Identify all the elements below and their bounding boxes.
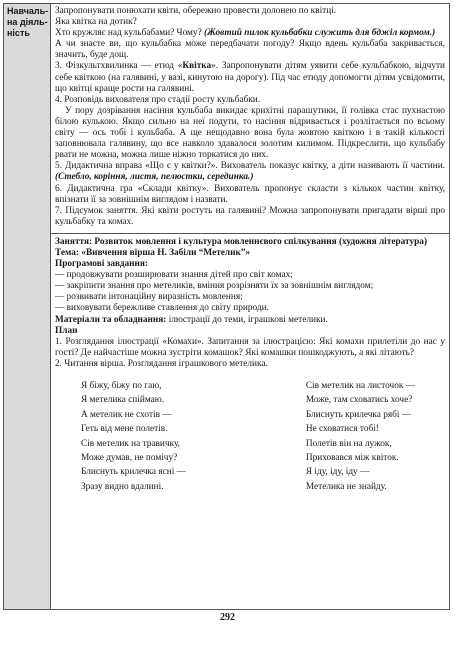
- section-divider: [51, 233, 449, 234]
- paragraph: [55, 61, 445, 94]
- materials: [55, 315, 445, 326]
- text-fragment: ». Запропонувати дітям уявити себе кульбабкою, відчути себе квіткою (на галявині, у вазі, кинутою на дорогу). Під час етюду допомогти дітям усвідомити, що квітці краще рости на галявині.: [55, 61, 445, 94]
- poem-line: Може, там сховатись хоче?: [305, 395, 413, 406]
- poem-column-left: [81, 379, 186, 494]
- question-text: Хто кружляє над кульбабами? Чому?: [55, 28, 205, 39]
- poem-line: Геть від мене полетів.: [81, 424, 168, 435]
- plan-title: План: [55, 325, 78, 336]
- paragraph: 6. Дидактична гра «Склади квітку». Вихователь пропонує скласти з кількох частин квітку, впізнати її за зовнішнім виглядом і назвати.: [55, 183, 445, 205]
- poem-line: Приховався між квіток.: [305, 453, 399, 464]
- paragraph: У пору дозрівання насіння кульбаба викидає крихітні парашутики, її голівка стає пухнастою білою кулькою. Якщо сильно на неї подути, то насіння відривається і розлітається по всьому світу — ось тобі і кульбаба. А ще нещодавно вона була жовтою квіткою і в такій кількості заповнювала галявину, що все навколо здавалося золотим килимом. Підкреслити, що кульбабу рвати не можна, можна лише ніжно торкатися до них.: [55, 105, 445, 161]
- column-label: Навчаль- на діяль- ність: [7, 6, 49, 38]
- lesson-topic: Тема: «Вивчення вірша Н. Забіли “Метелик”»: [55, 247, 251, 258]
- poem-line: А метелик не схотів —: [81, 409, 172, 420]
- program-tasks-title: Програмові завдання:: [55, 259, 149, 270]
- paragraph: [55, 28, 445, 39]
- poem-line: Полетів він на лужок,: [305, 438, 392, 449]
- plan-item: 1. Розглядання ілюстрації «Комахи». Запитання за ілюстрацією: Які комахи прилетіли до нас у гості? Де найчастіше можна зустріти комашок? Які комашки пошкоджують, а які літають?: [55, 336, 445, 358]
- task-item: — закріпити знання про метеликів, вміння розрізняти їх за зовнішнім виглядом;: [55, 281, 374, 292]
- paragraph: 4. Розповідь вихователя про стадії росту кульбабки.: [55, 94, 261, 105]
- text-fragment: 5. Дидактична вправа «Що є у квітки?». Вихователь показує квітку, а діти називають її частини.: [55, 161, 445, 172]
- poem-line: Я біжу, біжу по гаю,: [81, 381, 162, 391]
- poem-line: Зразу видно вдалині.: [81, 481, 164, 492]
- paragraph: Яка квітка на дотик?: [55, 17, 137, 28]
- table-left-column: [4, 4, 51, 609]
- poem-line: Я метелика спіймаю.: [81, 395, 165, 406]
- poem-line: Може думав, не помічу?: [81, 453, 178, 464]
- plan-item: 2. Читання вірша. Розглядання іграшкового метелика.: [55, 358, 268, 369]
- materials-text: ілюстрації до теми, іграшкові метелики.: [166, 314, 328, 325]
- answer-text: (Жовтий пилок кульбабки служить для бджіл кормом.): [204, 28, 436, 39]
- etude-title: Квітка: [182, 61, 212, 72]
- answer-text: (Стебло, коріння, листя, пелюстки, серединка.): [55, 172, 254, 183]
- poem-line: Сів метелик на листочок —: [305, 381, 415, 391]
- lesson-heading: Заняття: Розвиток мовлення і культура мовленнєвого спілкування (художня література): [55, 236, 428, 247]
- poem: [55, 379, 445, 494]
- task-item: — продовжувати розширювати знання дітей про світ комах;: [55, 270, 293, 281]
- poem-line: Я іду, іду, іду —: [305, 467, 370, 478]
- text-fragment: 3. Фізкультхвилинка — етюд «: [55, 61, 183, 72]
- poem-line: Метелика не знайду.: [305, 481, 387, 492]
- paragraph: А чи знаєте ви, що кульбабка може передбачати погоду? Якщо вдень кульбаба закривається, значить, буде дощ.: [55, 39, 445, 61]
- materials-label: Матеріали та обладнання:: [55, 314, 167, 325]
- paragraph: [55, 161, 445, 183]
- paragraph: 7. Підсумок заняття. Які квіти ростуть на галявині? Можна запропонувати пригадати вірші про кульбабку та комах.: [55, 205, 445, 227]
- task-item: — виховувати бережливе ставлення до світу природи.: [55, 303, 269, 314]
- table-content-column: [51, 4, 449, 609]
- poem-line: Не сховатися тобі!: [305, 424, 379, 435]
- poem-line: Блиснуть крилечка ясні —: [81, 467, 186, 478]
- page-number: 292: [220, 612, 235, 623]
- poem-line: Блиснуть крилечка рябі —: [305, 409, 412, 420]
- paragraph: Запропонувати понюхати квіти, обережно провести долонею по квітці.: [55, 6, 337, 16]
- lesson-table: [3, 3, 450, 610]
- poem-line: Сів метелик на травичку,: [81, 438, 180, 449]
- task-item: — розвивати інтонаційну виразність мовлення;: [55, 292, 243, 303]
- poem-column-right: [306, 379, 415, 494]
